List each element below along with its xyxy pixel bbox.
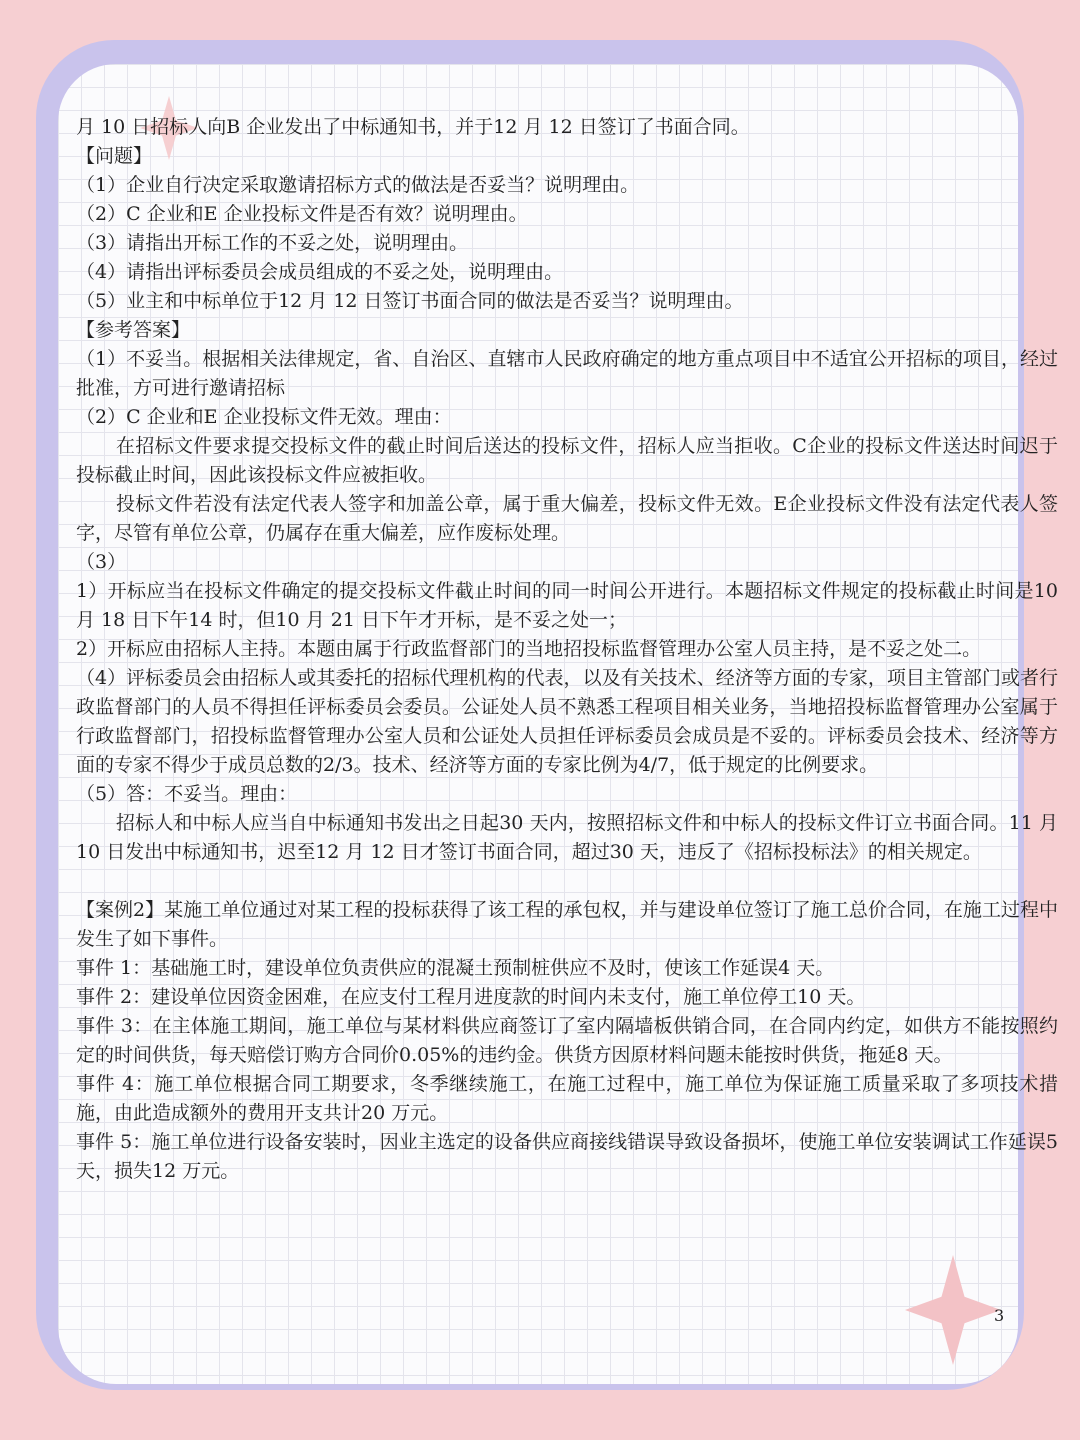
answer-paragraph: （5）答：不妥当。理由： — [76, 783, 298, 805]
answer-paragraph: 招标人和中标人应当自中标通知书发出之日起30 天内，按照招标文件和中标人的投标文件订立书面合同。11 月 10 日发出中标通知书，迟至12 月 12 日才签订书面合同，超过30 天，违反了《招标投标法》的相关规定。 — [76, 812, 1058, 863]
event-item: 事件 4：施工单位根据合同工期要求，冬季继续施工，在施工过程中，施工单位为保证施工质量采取了多项技术措施，由此造成额外的费用开支共计20 万元。 — [76, 1073, 1058, 1124]
event-item: 事件 2：建设单位因资金困难，在应支付工程月进度款的时间内未支付，施工单位停工10 天。 — [76, 986, 866, 1008]
section-heading-answers: 【参考答案】 — [76, 319, 191, 341]
answer-paragraph: （3） — [76, 551, 127, 573]
event-item: 事件 5：施工单位进行设备安装时，因业主选定的设备供应商接线错误导致设备损坏，使施工单位安装调试工作延误5 天，损失12 万元。 — [76, 1131, 1058, 1182]
question-item: （4）请指出评标委员会成员组成的不妥之处，说明理由。 — [76, 261, 564, 283]
event-item: 事件 1：基础施工时，建设单位负责供应的混凝土预制桩供应不及时，使该工作延误4 天。 — [76, 957, 835, 979]
question-item: （3）请指出开标工作的不妥之处，说明理由。 — [76, 232, 469, 254]
answer-paragraph: （4）评标委员会由招标人或其委托的招标代理机构的代表，以及有关技术、经济等方面的专家，项目主管部门或者行政监督部门的人员不得担任评标委员会委员。公证处人员不熟悉工程项目相关业务，当地招投标监督管理办公室属于行政监督部门，招投标监督管理办公室人员和公证处人员担任评标委员会成员是不妥的。评标委员会技术、经济等方面的专家不得少于成员总数的2/3。技术、经济等方面的专家比例为4/7，低于规定的比例要求。 — [76, 667, 1058, 776]
document-body — [76, 113, 1058, 1186]
question-item: （1）企业自行决定采取邀请招标方式的做法是否妥当？说明理由。 — [76, 174, 640, 196]
page-number: 3 — [994, 1306, 1005, 1325]
question-item: （5）业主和中标单位于12 月 12 日签订书面合同的做法是否妥当？说明理由。 — [76, 290, 744, 312]
answer-paragraph: 投标文件若没有法定代表人签字和加盖公章，属于重大偏差，投标文件无效。E企业投标文件没有法定代表人签字，尽管有单位公章，仍属存在重大偏差，应作废标处理。 — [76, 493, 1058, 544]
spacer — [76, 867, 1058, 896]
event-item: 事件 3：在主体施工期间，施工单位与某材料供应商签订了室内隔墙板供销合同，在合同内约定，如供方不能按照约定的时间供货，每天赔偿订购方合同价0.05%的违约金。供货方因原材料问题未能按时供货，拖延8 天。 — [76, 1015, 1058, 1066]
case-heading: 【案例2】某施工单位通过对某工程的投标获得了该工程的承包权，并与建设单位签订了施工总价合同，在施工过程中发生了如下事件。 — [76, 899, 1058, 950]
text-line: 月 10 日招标人向B 企业发出了中标通知书，并于12 月 12 日签订了书面合同。 — [76, 116, 750, 138]
answer-paragraph: （1）不妥当。根据相关法律规定，省、自治区、直辖市人民政府确定的地方重点项目中不适宜公开招标的项目，经过批准，方可进行邀请招标 — [76, 348, 1058, 399]
answer-paragraph: （2）C 企业和E 企业投标文件无效。理由： — [76, 406, 452, 428]
answer-paragraph: 2）开标应由招标人主持。本题由属于行政监督部门的当地招投标监督管理办公室人员主持，是不妥之处二。 — [76, 638, 982, 660]
section-heading-questions: 【问题】 — [76, 145, 153, 167]
answer-paragraph: 在招标文件要求提交投标文件的截止时间后送达的投标文件，招标人应当拒收。C企业的投标文件送达时间迟于投标截止时间，因此该投标文件应被拒收。 — [76, 435, 1058, 486]
question-item: （2）C 企业和E 企业投标文件是否有效？说明理由。 — [76, 203, 528, 225]
answer-paragraph: 1）开标应当在投标文件确定的提交投标文件截止时间的同一时间公开进行。本题招标文件规定的投标截止时间是10 月 18 日下午14 时，但10 月 21 日下午才开标，是不妥之处一； — [76, 580, 1058, 631]
